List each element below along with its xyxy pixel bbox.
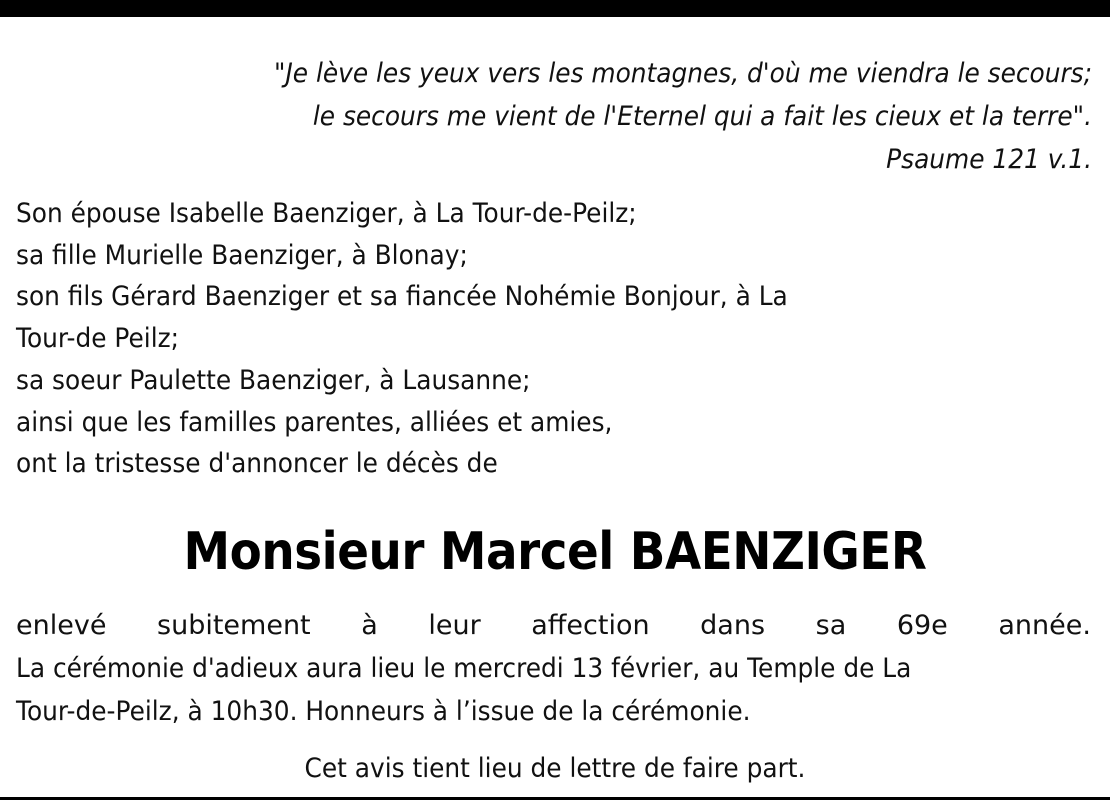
details-word: 69e bbox=[896, 610, 948, 641]
details-word: sa bbox=[815, 610, 847, 641]
family-line: ainsi que les familles parentes, alliées et amies, bbox=[16, 406, 613, 438]
family-line: son fils Gérard Baenziger et sa fiancée Nohémie Bonjour, à La bbox=[16, 281, 788, 313]
family-line: sa soeur Paulette Baenziger, à Lausanne; bbox=[16, 364, 531, 396]
details-word: année. bbox=[998, 610, 1091, 641]
details-line-3: Tour-de-Peilz, à 10h30. Honneurs à l’issue de la cérémonie. bbox=[16, 696, 751, 727]
details-word: subitement bbox=[157, 610, 311, 641]
details-word: dans bbox=[700, 610, 766, 641]
quote-line-2: le secours me vient de l'Eternel qui a fait les cieux et la terre". bbox=[312, 101, 1092, 132]
family-announcement bbox=[16, 193, 788, 485]
psalm-quote bbox=[108, 52, 1092, 181]
ceremony-details bbox=[16, 604, 1091, 733]
details-word: à bbox=[361, 610, 378, 641]
bottom-border-rule bbox=[0, 797, 1110, 800]
details-word: leur bbox=[428, 610, 481, 641]
footer-note: Cet avis tient lieu de lettre de faire part. bbox=[304, 753, 806, 784]
details-line-2: La cérémonie d'adieux aura lieu le mercredi 13 février, au Temple de La bbox=[16, 653, 912, 684]
family-line: ont la tristesse d'annoncer le décès de bbox=[16, 448, 498, 480]
family-line: sa fille Murielle Baenziger, à Blonay; bbox=[16, 239, 468, 271]
family-line: Son épouse Isabelle Baenziger, à La Tour-de-Peilz; bbox=[16, 198, 637, 229]
details-word: enlevé bbox=[16, 610, 107, 641]
quote-reference: Psaume 121 v.1. bbox=[886, 144, 1092, 175]
details-line-1 bbox=[16, 604, 1091, 647]
top-border-bar bbox=[0, 0, 1110, 17]
family-line: Tour-de Peilz; bbox=[16, 323, 180, 355]
deceased-name: Monsieur Marcel BAENZIGER bbox=[183, 522, 927, 582]
details-word: affection bbox=[531, 610, 650, 641]
quote-line-1: "Je lève les yeux vers les montagnes, d'où me viendra le secours; bbox=[274, 58, 1092, 89]
